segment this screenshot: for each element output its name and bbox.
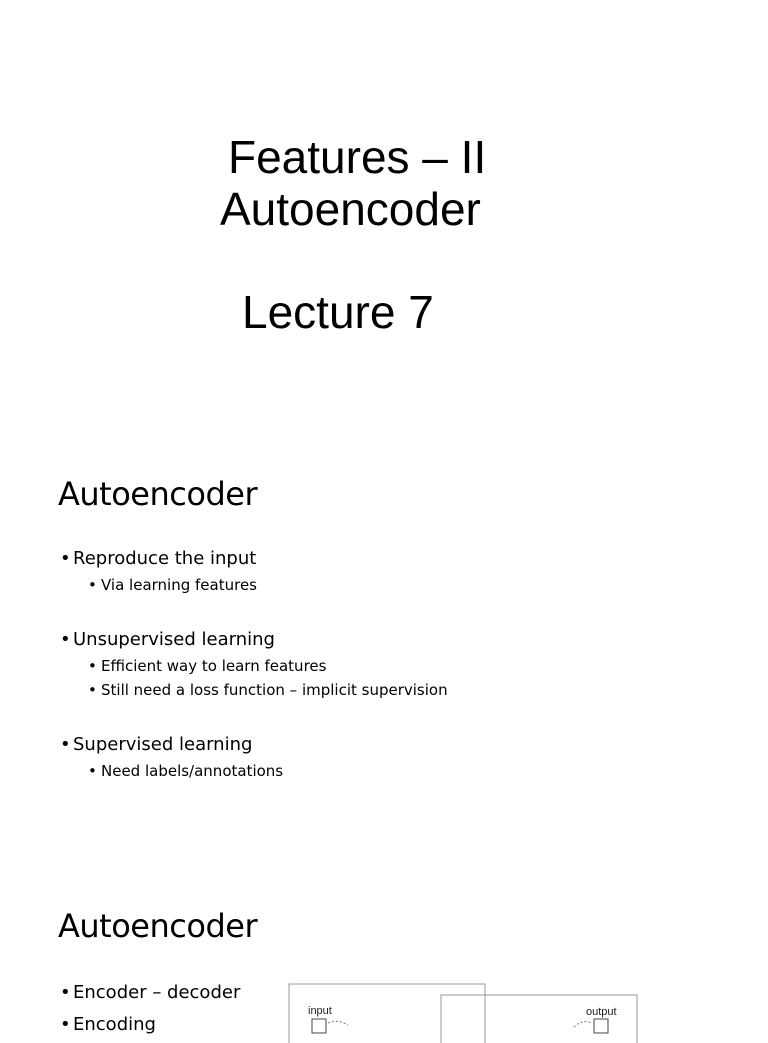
bullet-item: • Reproduce the input [60,548,257,569]
autoencoder-figure [288,983,638,1043]
bullet-item: • Encoder – decoder [60,982,241,1003]
title-line-1: Features – II [228,131,487,183]
slide-heading: Autoencoder [58,475,258,513]
sub-bullet-item: • Still need a loss function – implicit supervision [88,681,448,699]
sub-bullet-item: • Efficient way to learn features [88,657,327,675]
autoencoder-slide-2 [0,860,768,1035]
autoencoder-slide-1 [0,430,768,860]
bullet-item: • Encoding [60,1014,156,1035]
sub-bullet-item: • Via learning features [88,576,257,594]
slide-heading: Autoencoder [58,907,258,945]
figure-output-label: output [586,1006,617,1018]
title-slide [0,0,768,430]
title-line-2: Autoencoder [220,183,481,235]
bullet-item: • Unsupervised learning [60,629,275,650]
figure-input-label: input [308,1005,332,1017]
bullet-item: • Supervised learning [60,734,253,755]
sub-bullet-item: • Need labels/annotations [88,762,284,780]
lecture-number: Lecture 7 [242,286,434,338]
